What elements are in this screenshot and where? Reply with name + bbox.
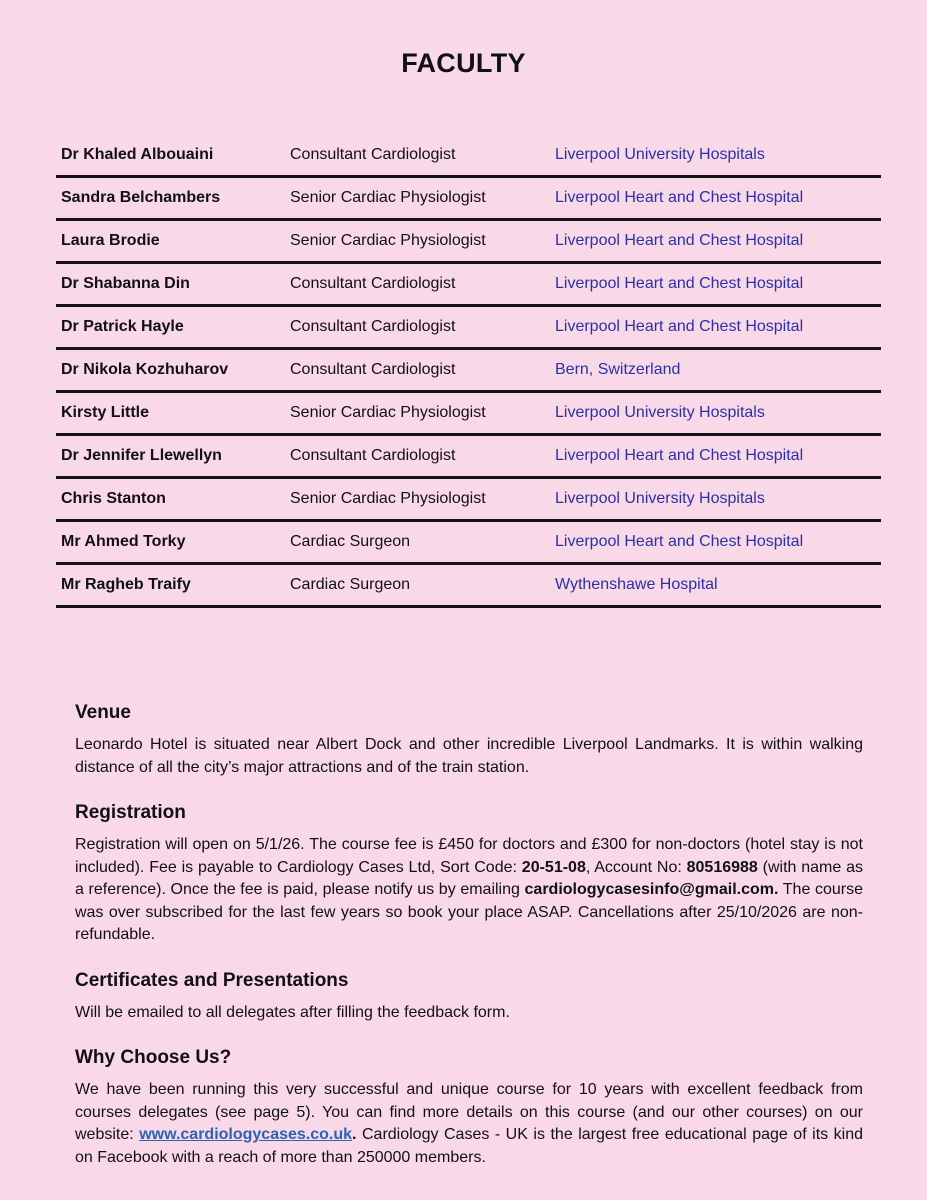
- faculty-role: Consultant Cardiologist: [290, 146, 456, 163]
- faculty-role: Senior Cardiac Physiologist: [290, 404, 486, 421]
- faculty-name: Mr Ahmed Torky: [61, 533, 186, 550]
- table-row: [56, 522, 881, 565]
- faculty-role: Senior Cardiac Physiologist: [290, 490, 486, 507]
- website-link[interactable]: www.cardiologycases.co.uk: [139, 1126, 353, 1143]
- registration-section: [75, 801, 863, 947]
- page-title: FACULTY: [401, 48, 526, 78]
- faculty-name: Dr Nikola Kozhuharov: [61, 361, 229, 378]
- registration-text-part: Registration will open on 5/1/26. The course fee is £450 for doctors and £300 for non-doctors (hotel stay is not included). Fee is payable to Cardiology Cases Ltd, Sort Code:: [75, 836, 863, 876]
- venue-section: [75, 701, 863, 779]
- certificates-section: [75, 969, 863, 1025]
- faculty-name: Dr Khaled Albouaini: [61, 146, 214, 163]
- account-number: 80516988: [686, 858, 758, 876]
- contact-email: cardiologycasesinfo@gmail.com.: [524, 881, 779, 898]
- faculty-institution: Liverpool Heart and Chest Hospital: [555, 447, 804, 464]
- table-row: [56, 307, 881, 350]
- faculty-institution: Liverpool Heart and Chest Hospital: [555, 189, 804, 206]
- faculty-name: Laura Brodie: [61, 232, 160, 249]
- faculty-role: Consultant Cardiologist: [290, 275, 456, 292]
- faculty-name: Kirsty Little: [61, 404, 150, 421]
- faculty-role: Consultant Cardiologist: [290, 361, 456, 378]
- table-row: [56, 393, 881, 436]
- table-row: [56, 135, 881, 178]
- certificates-heading: Certificates and Presentations: [75, 970, 349, 991]
- faculty-role: Consultant Cardiologist: [290, 318, 456, 335]
- certificates-text: Will be emailed to all delegates after filling the feedback form.: [75, 1004, 510, 1021]
- table-row: [56, 350, 881, 393]
- why-text: [75, 1079, 863, 1169]
- table-row: [56, 264, 881, 307]
- faculty-table: [56, 135, 881, 608]
- faculty-role: Cardiac Surgeon: [290, 576, 411, 593]
- table-row: [56, 221, 881, 264]
- faculty-name: Dr Patrick Hayle: [61, 318, 184, 335]
- faculty-institution: Liverpool University Hospitals: [555, 404, 765, 421]
- faculty-name: Chris Stanton: [61, 490, 166, 507]
- table-row: [56, 565, 881, 608]
- why-text-part: We have been running this very successful and unique course for 10 years with excellent feedback from courses delegates (see page 5). You can find more details on this course (and our other courses) on our website:: [75, 1081, 863, 1143]
- registration-text-part: , Account No:: [585, 858, 687, 876]
- registration-heading: Registration: [75, 802, 186, 823]
- faculty-role: Senior Cardiac Physiologist: [290, 232, 486, 249]
- table-row: [56, 178, 881, 221]
- faculty-institution: Liverpool Heart and Chest Hospital: [555, 275, 804, 292]
- registration-text-part: (with name as a reference). Once the fee is paid, please notify us by emailing: [75, 858, 864, 898]
- faculty-institution: Liverpool University Hospitals: [555, 146, 765, 163]
- sort-code: 20-51-08: [521, 858, 586, 876]
- faculty-institution: Bern, Switzerland: [555, 361, 681, 378]
- why-heading: Why Choose Us?: [75, 1047, 232, 1068]
- faculty-institution: Liverpool Heart and Chest Hospital: [555, 533, 804, 550]
- table-row: [56, 436, 881, 479]
- why-text-dot: .: [352, 1126, 357, 1143]
- faculty-name: Sandra Belchambers: [61, 189, 221, 206]
- table-row: [56, 479, 881, 522]
- faculty-name: Mr Ragheb Traify: [61, 576, 191, 593]
- venue-heading: Venue: [75, 702, 131, 723]
- registration-text: [75, 834, 863, 947]
- venue-text: Leonardo Hotel is situated near Albert Dock and other incredible Liverpool Landmarks. It is within walking distance of all the city’s major attractions and of the train station.: [75, 736, 863, 776]
- why-section: [75, 1046, 863, 1169]
- faculty-role: Senior Cardiac Physiologist: [290, 189, 486, 206]
- faculty-institution: Liverpool Heart and Chest Hospital: [555, 232, 804, 249]
- faculty-role: Consultant Cardiologist: [290, 447, 456, 464]
- registration-text-part: The course was over subscribed for the last few years so book your place ASAP. Cancellations after 25/10/2026 are non-refundable.: [75, 881, 863, 943]
- faculty-name: Dr Shabanna Din: [61, 275, 190, 292]
- why-text-part: Cardiology Cases - UK is the largest free educational page of its kind on Facebook with a reach of more than 250000 members.: [75, 1126, 863, 1166]
- faculty-name: Dr Jennifer Llewellyn: [61, 447, 222, 464]
- faculty-institution: Wythenshawe Hospital: [555, 576, 718, 593]
- faculty-institution: Liverpool University Hospitals: [555, 490, 765, 507]
- faculty-role: Cardiac Surgeon: [290, 533, 411, 550]
- faculty-institution: Liverpool Heart and Chest Hospital: [555, 318, 804, 335]
